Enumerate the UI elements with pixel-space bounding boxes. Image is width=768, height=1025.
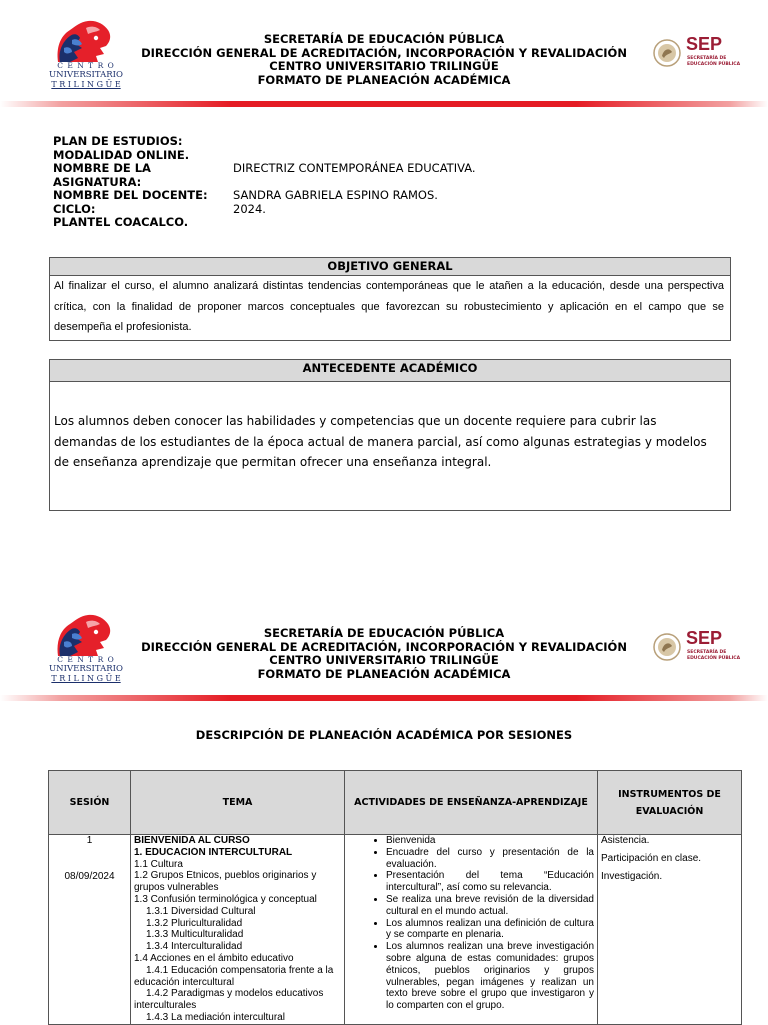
tema-item: 1. EDUCACIÓN INTERCULTURAL — [134, 846, 293, 858]
actividades-cell — [345, 835, 598, 1025]
instrumento-item: Participación en clase. — [601, 852, 702, 864]
sesiones-title: DESCRIPCIÓN DE PLANEACIÓN ACADÉMICA POR SESIONES — [195, 728, 573, 742]
sep-logo-2 — [652, 630, 752, 666]
actividades-list — [348, 835, 594, 1012]
tema-item: 1.3 Confusión terminológica y conceptual — [134, 893, 317, 905]
actividad-item: • Los alumnos realizan una breve investigación sobre alguna de estas comunidades: grupos étnicos, pueblos originarios y grupos vulnerables, pegan imágenes y realizan un texto breve sobre el grupo que investigaron y lo comparten con el grupo. — [386, 941, 594, 1012]
header-line-formato: FORMATO DE PLANEACIÓN ACADÉMICA — [257, 666, 511, 681]
objetivo-text: Al finalizar el curso, el alumno analizará distintas tendencias contemporáneas que le atañen a la educación, desde una perspectiva crítica, con la finalidad de proponer marcos conceptuales que favorezcan su robustecimiento y aplicación en el campo que se desempeña el profesionista. — [54, 280, 724, 333]
header-line-sep: SECRETARÍA DE EDUCACIÓN PÚBLICA — [263, 626, 505, 640]
actividad-item: • Los alumnos realizan una definición de cultura y se comparte en plenaria. — [386, 918, 594, 942]
objetivo-title: OBJETIVO GENERAL — [50, 258, 730, 276]
table-row — [49, 835, 742, 1025]
course-info — [53, 135, 573, 230]
sesion-number: 1 — [86, 835, 93, 846]
header-line-centro: CENTRO UNIVERSITARIO TRILINGÜE — [269, 59, 499, 73]
tema-item: 1.4.3 La mediación intercultural — [146, 1011, 285, 1023]
header-red-bar-2 — [0, 695, 768, 701]
tema-item: 1.3.1 Diversidad Cultural — [146, 905, 256, 917]
tema-item: 1.2 Grupos Étnicos, pueblos originarios y grupos vulnerables — [134, 870, 317, 894]
sep-wordmark: SEP — [686, 34, 723, 54]
plantel-label: PLANTEL COACALCO. — [53, 215, 189, 229]
instrumento-item: Asistencia. — [601, 835, 650, 846]
sesiones-table — [48, 770, 742, 1025]
sesion-cell — [49, 835, 131, 1025]
instrumentos-cell — [598, 835, 742, 1025]
modalidad-label: MODALIDAD ONLINE. — [53, 147, 190, 162]
sesion-date: 08/09/2024 — [64, 870, 115, 882]
antecedente-title: ANTECEDENTE ACADÉMICO — [50, 360, 730, 382]
sep-sub2: EDUCACIÓN PÚBLICA — [687, 62, 741, 67]
header-instrumentos: INSTRUMENTOS DE EVALUACIÓN — [598, 771, 742, 835]
header-line-formato: FORMATO DE PLANEACIÓN ACADÉMICA — [257, 72, 511, 87]
ciclo-label: CICLO: — [53, 201, 96, 216]
header-sesion: SESIÓN — [49, 771, 131, 835]
instrumento-item: Investigación. — [601, 870, 663, 882]
cut-logo-line2: UNIVERSITARIO — [49, 70, 123, 80]
mexico-eagle-seal-icon — [652, 38, 682, 68]
header-line-direccion: DIRECCIÓN GENERAL DE ACREDITACIÓN, INCORPORACIÓN Y REVALIDACIÓN — [141, 45, 627, 60]
cut-logo-line3: T R I L I N G Ü E — [51, 80, 121, 89]
header-tema: TEMA — [131, 771, 345, 835]
tema-item: BIENVENIDA AL CURSO — [134, 835, 250, 846]
sep-logo — [652, 36, 752, 72]
cut-logo-line3: T R I L I N G Ü E — [51, 674, 121, 683]
cut-logo-line1: C E N T R O — [57, 61, 115, 70]
cut-logo-line2: UNIVERSITARIO — [49, 664, 123, 674]
asignatura-label-2: ASIGNATURA: — [53, 174, 142, 189]
header-line-centro: CENTRO UNIVERSITARIO TRILINGÜE — [269, 653, 499, 667]
mexico-eagle-seal-icon — [652, 632, 682, 662]
header-actividades: ACTIVIDADES DE ENSEÑANZA-APRENDIZAJE — [345, 771, 598, 835]
header-line-direccion: DIRECCIÓN GENERAL DE ACREDITACIÓN, INCORPORACIÓN Y REVALIDACIÓN — [141, 639, 627, 654]
tema-item: 1.4 Acciones en el ámbito educativo — [134, 952, 294, 964]
cut-logo-line1: C E N T R O — [57, 655, 115, 664]
sep-wordmark: SEP — [686, 628, 723, 648]
tema-item: 1.4.1 Educación compensatoria frente a la educación intercultural — [134, 964, 334, 988]
antecedente-text: Los alumnos deben conocer las habilidades y competencias que un docente requiere para cubrir las demandas de los estudiantes de la época actual de manera parcial, así como algunas estrategias y modelos de enseñanza aprendizaje que permitan ofrecer una enseñanza integral. — [54, 414, 707, 469]
header-red-bar — [0, 101, 768, 107]
actividad-item: • Encuadre del curso y presentación de la evaluación. — [386, 847, 594, 871]
sep-sub1: SECRETARÍA DE — [687, 650, 727, 655]
actividad-item: • Bienvenida — [386, 835, 594, 847]
sep-sub1: SECRETARÍA DE — [687, 56, 727, 61]
actividad-item: • Se realiza una breve revisión de la diversidad cultural en el mundo actual. — [386, 894, 594, 918]
antecedente-box — [49, 359, 731, 511]
tema-cell — [131, 835, 345, 1025]
tema-item: 1.1 Cultura — [134, 858, 183, 870]
tema-item: 1.4.2 Paradigmas y modelos educativos interculturales — [134, 988, 324, 1012]
ciclo-value: 2024. — [233, 201, 266, 216]
docente-label: NOMBRE DEL DOCENTE: — [53, 188, 208, 202]
asignatura-label-1: NOMBRE DE LA — [53, 161, 151, 175]
asignatura-value: DIRECTRIZ CONTEMPORÁNEA EDUCATIVA. — [233, 161, 476, 175]
actividad-item: • Presentación del tema “Educación intercultural”, así como su relevancia. — [386, 870, 594, 894]
tema-item: 1.3.4 Interculturalidad — [146, 941, 243, 953]
header-line-sep: SECRETARÍA DE EDUCACIÓN PÚBLICA — [263, 32, 505, 46]
table-header-row — [49, 771, 742, 835]
tema-item: 1.3.2 Pluriculturalidad — [146, 917, 243, 929]
objetivo-box — [49, 257, 731, 341]
docente-value: SANDRA GABRIELA ESPINO RAMOS. — [233, 188, 438, 202]
sep-sub2: EDUCACIÓN PÚBLICA — [687, 656, 741, 661]
tema-item: 1.3.3 Multiculturalidad — [146, 929, 244, 941]
plan-label: PLAN DE ESTUDIOS: — [53, 134, 183, 148]
